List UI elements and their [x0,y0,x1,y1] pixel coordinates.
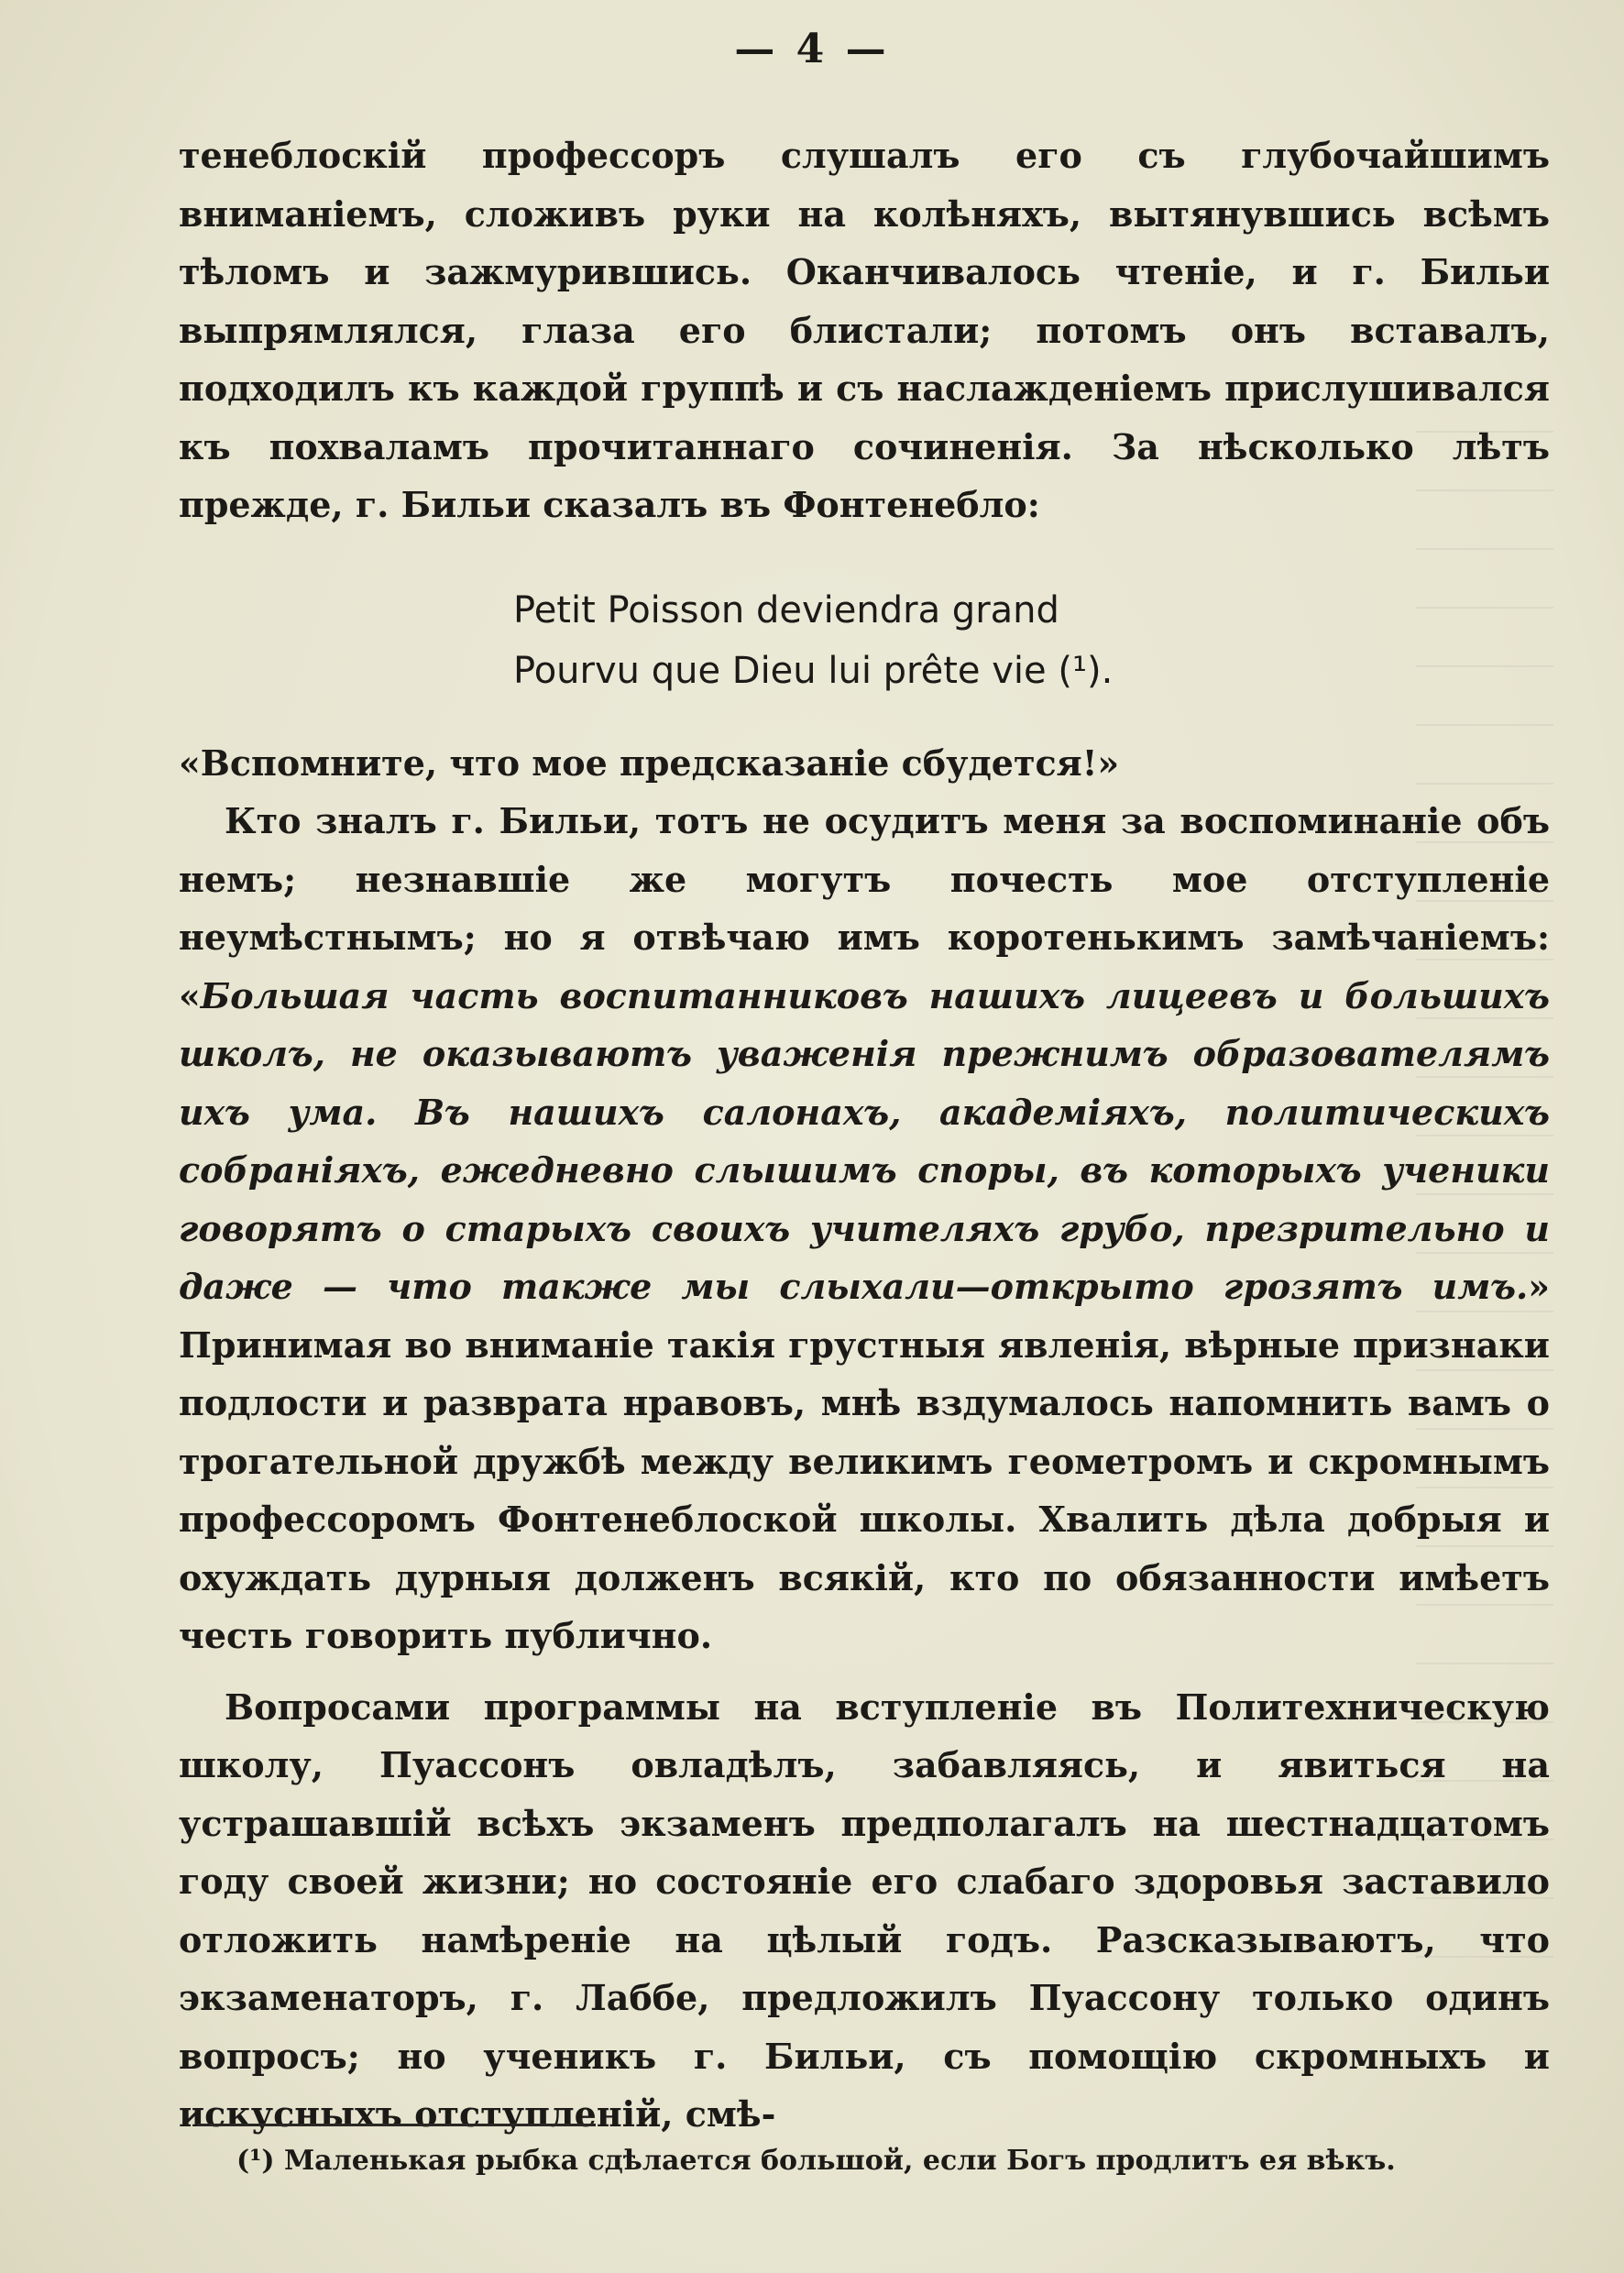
footnote-divider [197,2124,596,2126]
verse-line-2: Pourvu que Dieu lui prête vie (¹). [513,649,1114,692]
paragraph-2-start: Кто зналъ г. Бильи, тотъ не осудитъ меня за воспоминаніе объ немъ; незнавшіе же могутъ почесть мое отступленіе неумѣстнымъ; но я отвѣчаю имъ коротенькимъ замѣчаніемъ: « [179,800,1550,1016]
body-text [179,126,1550,2144]
verse-line-1: Petit Poisson deviendra grand [513,588,1059,631]
paragraph-1: тенеблоскій профессоръ слушалъ его съ глубочайшимъ вниманіемъ, сложивъ руки на колѣняхъ, вытянувшись всѣмъ тѣломъ и зажмурившись. Оканчивалось чтеніе, и г. Бильи выпрямлялся, глаза его блистали; потомъ онъ вставалъ, подходилъ къ каждой группѣ и съ наслажденіемъ прислушивался къ похваламъ прочитаннаго сочиненія. За нѣсколько лѣтъ прежде, г. Бильи сказалъ въ Фонтенебло: [179,135,1550,525]
french-verse [179,580,1550,701]
paragraph-2-end: » Принимая во вниманіе такія грустныя явленія, вѣрные признаки подлости и разврата нравовъ, мнѣ вздумалось напомнить вамъ о трогательной дружбѣ между великимъ геометромъ и скромнымъ профессоромъ Фонтенеблоской школы. Хвалить дѣла добрыя и охуждать дурныя долженъ всякій, кто по обязанности имѣетъ честь говорить публично. [179,1266,1550,1656]
paragraph-2-italic-quote: Большая часть воспитанниковъ нашихъ лицеевъ и большихъ школъ, не оказываютъ уваженія прежнимъ образователямъ ихъ ума. Въ нашихъ салонахъ, академіяхъ, политическихъ собраніяхъ, ежедневно слышимъ споры, въ которыхъ ученики говорятъ о старыхъ своихъ учителяхъ грубо, презрительно и даже — что также мы слыхали—открыто грозятъ имъ. [179,974,1550,1307]
paragraph-2 [179,792,1550,1665]
paragraph-3: Вопросами программы на вступленіе въ Политехническую школу, Пуассонъ овладѣлъ, забавляясь, и явиться на устрашавшій всѣхъ экзаменъ предполагалъ на шестнадцатомъ году своей жизни; но состояніе его слабаго здоровья заставило отложить намѣреніе на цѣлый годъ. Разсказываютъ, что экзаменаторъ, г. Лаббе, предложилъ Пуассону только одинъ вопросъ; но ученикъ г. Бильи, съ помощію скромныхъ и искусныхъ отступленій, смѣ- [179,1686,1550,2135]
footnote: (¹) Маленькая рыбка сдѣлается большой, если Богъ продлитъ ея вѣкъ. [236,2145,1396,2177]
paragraph-quote: «Вспомните, что мое предсказаніе сбудется!» [179,741,1120,784]
page-number: — 4 — [734,26,890,72]
